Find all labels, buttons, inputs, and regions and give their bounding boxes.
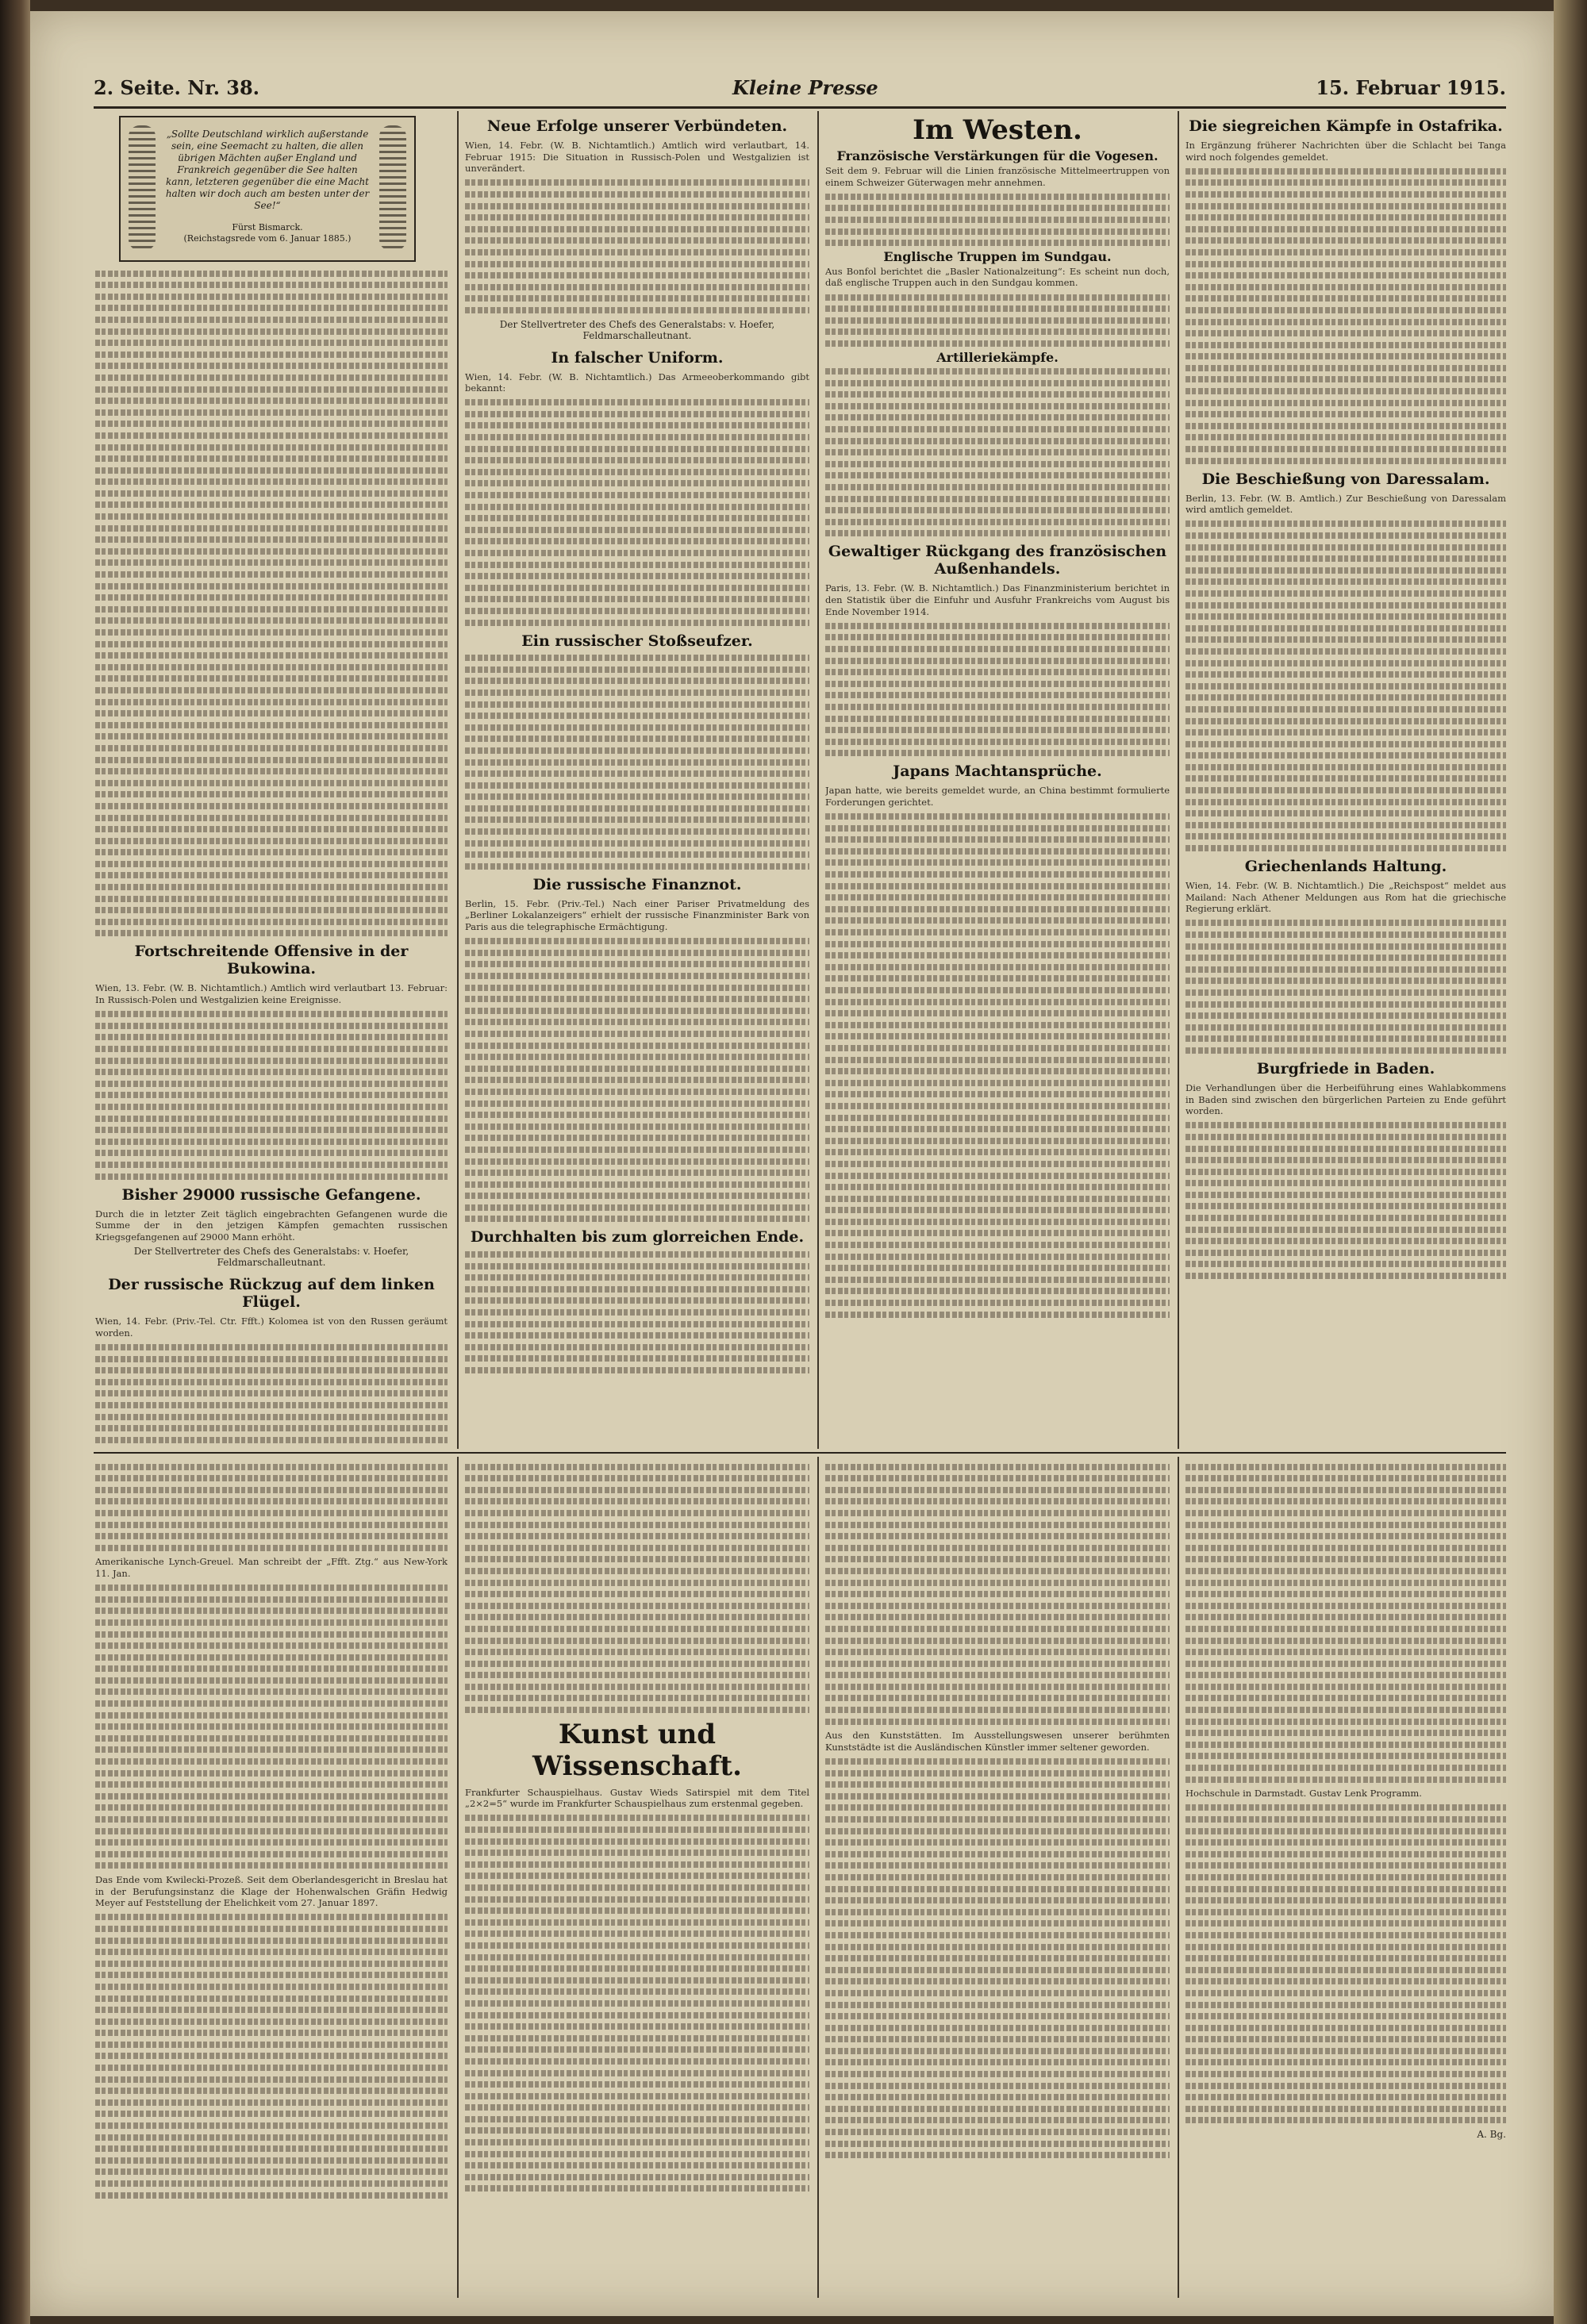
quote-author: Fürst Bismarck. — [232, 222, 303, 232]
article-schauspielhaus: Frankfurter Schauspielhaus. Gustav Wieds Satirspiel mit dem Titel „2×2=5“ wurde im Frankfurter Schauspielhaus zum erstenmal gegeben. — [465, 1786, 809, 1810]
headline-bukowina: Fortschreitende Offensive in der Bukowina. — [134, 943, 409, 978]
column-rule — [457, 111, 459, 1449]
article-body-lines — [1185, 168, 1506, 464]
column-rule — [1178, 111, 1179, 1449]
article-body-lines — [1185, 520, 1506, 851]
article-kwilecki: Das Ende vom Kwilecki-Prozeß. Seit dem Oberlandesgericht in Breslau hat in der Berufungsinstanz die Klage der Hohenwalschen Gräfin Hedwig Meyer auf Feststellung der Ehelichkeit vom 27. Januar 1897. — [95, 1873, 448, 1909]
headline-ostafrika: Die siegreichen Kämpfe in Ostafrika. — [1189, 117, 1503, 135]
headline-gefangene: Bisher 29000 russische Gefangene. — [121, 1185, 421, 1204]
column-rule — [1178, 1457, 1179, 2298]
article-body-lines — [95, 1585, 448, 1869]
headline-aussenhandel: Gewaltiger Rückgang des französischen Außenhandels. — [828, 543, 1167, 578]
page-edge — [1554, 0, 1587, 2324]
article-daressalam: Berlin, 13. Febr. (W. B. Amtlich.) Zur Beschießung von Daressalam wird amtlich gemeldet. — [1185, 492, 1506, 516]
lower-column-2 — [465, 1458, 809, 2291]
article-vogesen: Seit dem 9. Februar will die Linien französische Mittelmeertruppen von einem Schweizer Güterwagen mehr annehmen. — [825, 165, 1170, 188]
headline-vogesen: Französische Verstärkungen für die Vogesen. — [836, 148, 1159, 163]
quote-text: „Sollte Deutschland wirklich außerstande sein, eine Seemacht zu halten, die allen übrigen Mächten außer England und Frankreich gegenüber die See halten kann, letzteren gegenüber die eine Macht halten wir doch auch am besten unter der See!“ — [165, 129, 370, 211]
article-body-lines — [1185, 1804, 1506, 2123]
column-rule — [817, 1457, 819, 2298]
quote-attribution — [165, 222, 370, 244]
lower-column-1 — [95, 1458, 448, 2291]
article-body-lines — [825, 623, 1170, 757]
article-body-lines — [465, 1815, 809, 2191]
article-uniform: Wien, 14. Febr. (W. B. Nichtamtlich.) Das Armeeoberkommando gibt bekannt: — [465, 371, 809, 394]
quote-source: (Reichstagsrede vom 6. Januar 1885.) — [183, 233, 352, 244]
article-ostafrika: In Ergänzung früherer Nachrichten über die Schlacht bei Tanga wird noch folgendes gemeldet. — [1185, 140, 1506, 163]
article-body-lines — [465, 655, 809, 870]
book-binding — [0, 0, 30, 2324]
lower-column-3 — [825, 1458, 1170, 2291]
headline-artillerie: Artilleriekämpfe. — [936, 349, 1059, 365]
article-body-lines — [95, 1344, 448, 1443]
column-2 — [465, 111, 809, 1447]
headline-finanznot: Die russische Finanznot. — [532, 875, 742, 893]
article-verbuendete: Wien, 14. Febr. (W. B. Nichtamtlich.) Amtlich wird verlautbart, 14. Februar 1915: Die Situation in Russisch-Polen und Westgalizien ist unverändert. — [465, 140, 809, 175]
top-rule — [94, 106, 1506, 109]
headline-griechenland: Griechenlands Haltung. — [1244, 858, 1447, 876]
headline-durchhalten: Durchhalten bis zum glorreichen Ende. — [470, 1228, 805, 1247]
column-rule — [817, 111, 819, 1449]
article-body-lines — [465, 1251, 809, 1373]
article-sundgau: Aus Bonfol berichtet die „Basler Nationalzeitung“: Es scheint nun doch, daß englische Truppen auch in den Sundgau kommen. — [825, 265, 1170, 289]
article-body-lines — [1185, 1464, 1506, 1783]
signature: Der Stellvertreter des Chefs des Generalstabs: v. Hoefer, Feldmarschalleutnant. — [133, 1246, 409, 1269]
headline-sundgau: Englische Truppen im Sundgau. — [883, 248, 1112, 264]
signature: Der Stellvertreter des Chefs des Generalstabs: v. Hoefer, Feldmarschalleutnant. — [499, 318, 775, 341]
lower-column-4 — [1185, 1458, 1506, 2291]
paper-title: Kleine Presse — [732, 76, 878, 99]
headline-westen: Im Westen. — [913, 114, 1082, 146]
column-3 — [825, 111, 1170, 1447]
article-body-lines — [465, 938, 809, 1222]
headline-daressalam: Die Beschießung von Daressalam. — [1201, 470, 1490, 488]
article-rueckzug: Wien, 14. Febr. (Priv.-Tel. Ctr. Ffft.) Kolomea ist von den Russen geräumt worden. — [95, 1316, 448, 1339]
column-1 — [95, 265, 448, 1447]
headline-rueckzug: Der russische Rückzug auf dem linken Flügel. — [108, 1276, 435, 1312]
article-body-lines — [825, 1464, 1170, 1725]
article-lynch: Amerikanische Lynch-Greuel. Man schreibt der „Ffft. Ztg.“ aus New-York 11. Jan. — [95, 1556, 448, 1579]
article-body-lines — [1185, 1122, 1506, 1279]
article-bukowina: Wien, 13. Febr. (W. B. Nichtamtlich.) Amtlich wird verlautbart 13. Februar: In Russisch-Polen und Westgalizien keine Ereignisse. — [95, 982, 448, 1006]
ornament-right — [379, 125, 406, 251]
article-body-lines — [825, 194, 1170, 246]
author-signature: A. Bg. — [1477, 2129, 1506, 2141]
column-rule — [457, 1457, 459, 2298]
article-body-lines — [465, 399, 809, 625]
article-body-lines — [465, 179, 809, 313]
article-body-lines — [825, 368, 1170, 536]
article-body-lines — [1185, 920, 1506, 1054]
masthead — [94, 76, 1506, 103]
issue-date: 15. Februar 1915. — [1316, 76, 1506, 99]
article-japan: Japan hatte, wie bereits gemeldet wurde, an China bestimmt formulierte Forderungen gerichtet. — [825, 785, 1170, 808]
article-body-lines — [825, 1758, 1170, 2158]
page-number: 2. Seite. Nr. 38. — [94, 76, 260, 99]
article-aussenhandel: Paris, 13. Febr. (W. B. Nichtamtlich.) Das Finanzministerium berichtet in den Statistik über die Einfuhr und Ausfuhr Frankreichs vom August bis Ende November 1914. — [825, 582, 1170, 617]
article-body-lines — [825, 294, 1170, 347]
headline-burgfriede: Burgfriede in Baden. — [1256, 1059, 1435, 1077]
headline-verbuendete: Neue Erfolge unserer Verbündeten. — [486, 117, 788, 135]
bismarck-quote-box — [119, 116, 416, 262]
article-gefangene: Durch die in letzter Zeit täglich eingebrachten Gefangenen wurde die Summe der in den jetzigen Kämpfen gemachten russischen Kriegsgefangenen auf 29000 Mann erhöht. — [95, 1208, 448, 1243]
ornament-left — [129, 125, 156, 251]
article-body-lines — [465, 1464, 809, 1713]
article-body-lines — [825, 813, 1170, 1318]
section-rule — [94, 1452, 1506, 1454]
feuilleton-title: Kunst und Wissenschaft. — [532, 1718, 742, 1782]
article-body-lines — [95, 271, 448, 937]
article-burgfriede: Die Verhandlungen über die Herbeiführung eines Wahlabkommens in Baden sind zwischen den bürgerlichen Parteien zu Ende geführt worden. — [1185, 1081, 1506, 1117]
article-body-lines — [95, 1464, 448, 1551]
column-4 — [1185, 111, 1506, 1447]
headline-uniform: In falscher Uniform. — [551, 348, 724, 367]
article-body-lines — [95, 1011, 448, 1179]
headline-japan: Japans Machtansprüche. — [893, 763, 1102, 781]
article-finanznot: Berlin, 15. Febr. (Priv.-Tel.) Nach einer Pariser Privatmeldung des „Berliner Lokalanzeigers“ erhielt der russische Finanzminister Bark von Paris aus die telegraphische Ermächtigung. — [465, 897, 809, 933]
headline-stossseufzer: Ein russischer Stoßseufzer. — [521, 632, 753, 650]
article-kunststaetten: Aus den Kunststätten. Im Ausstellungswesen unserer berühmten Kunststädte ist die Ausländischen Künstler immer seltener geworden. — [825, 1730, 1170, 1753]
article-griechenland: Wien, 14. Febr. (W. B. Nichtamtlich.) Die „Reichspost“ meldet aus Mailand: Nach Athener Meldungen aus Rom hat die griechische Regierung erklärt. — [1185, 880, 1506, 915]
article-body-lines — [95, 1914, 448, 2198]
article-darmstadt: Hochschule in Darmstadt. Gustav Lenk Programm. — [1185, 1788, 1422, 1800]
